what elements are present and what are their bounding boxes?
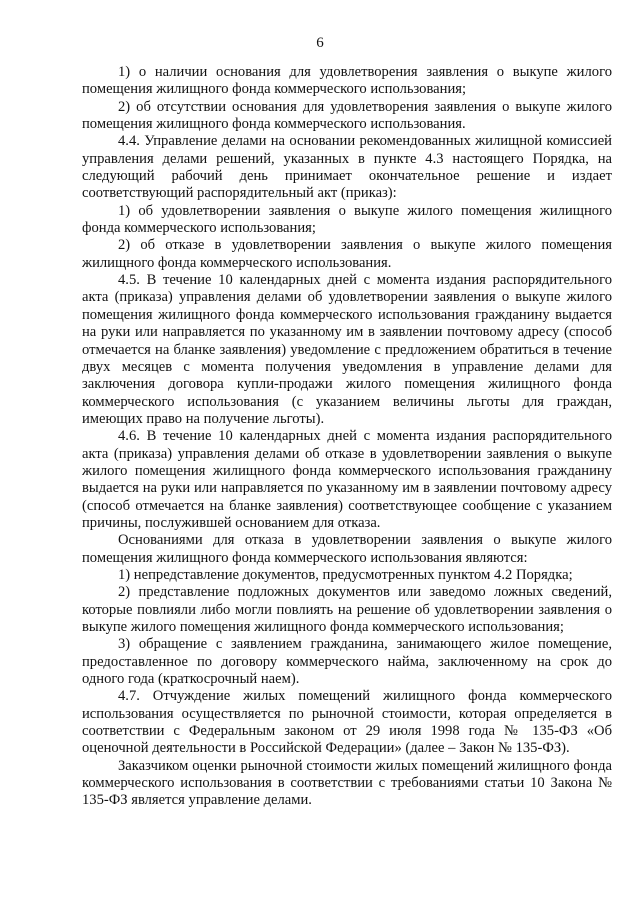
paragraph-4-6: 4.6. В течение 10 календарных дней с момента издания распорядительного акта (приказа) управления делами об отказе в удовлетворении заявления о выкупе жилого помещения жилищного фонда коммерческого использования гражданину выдается на руки или направляется по указанному им в заявлении почтовому адресу (способ отмечается на бланке заявления) соответствующее сообщение с указанием причины, послужившей основанием для отказа. — [82, 428, 612, 531]
paragraph-4-4: 4.4. Управление делами на основании рекомендованных жилищной комиссией управления делами решений, указанных в пункте 4.3 настоящего Порядка, на следующий рабочий день принимает окончательное решение и издает соответствующий распорядительный акт (приказ): — [82, 133, 612, 202]
paragraph-item-2: 2) об отсутствии основания для удовлетворения заявления о выкупе жилого помещения жилищного фонда коммерческого использования. — [82, 98, 612, 133]
paragraph-4-5: 4.5. В течение 10 календарных дней с момента издания распорядительного акта (приказа) управления делами об удовлетворении заявления о выкупе жилого помещения жилищного фонда коммерческого использования гражданину выдается на руки или направляется по указанному им в заявлении почтовому адресу (способ отмечается на бланке заявления) уведомление с предложением обратиться в течение двух месяцев с момента получения уведомления в управление делами для заключения договора купли-продажи жилого помещения жилищного фонда коммерческого использования (с указанием величины льготы для граждан, имеющих право на получение льготы). — [82, 272, 612, 427]
document-body — [82, 64, 612, 810]
paragraph-ground-2: 2) представление подложных документов или заведомо ложных сведений, которые повлияли либо могли повлиять на решение об удовлетворении заявления о выкупе жилого помещения жилищного фонда коммерческого использования; — [82, 584, 612, 635]
page-number: 6 — [316, 35, 324, 51]
paragraph-item-2-refusal: 2) об отказе в удовлетворении заявления о выкупе жилого помещения жилищного фонда коммерческого использования. — [82, 237, 612, 271]
paragraph-ground-3: 3) обращение с заявлением гражданина, занимающего жилое помещение, предоставленное по договору коммерческого найма, заключенному на срок до одного года (краткосрочный наем). — [82, 636, 612, 688]
paragraph-refusal-grounds: Основаниями для отказа в удовлетворении заявления о выкупе жилого помещения жилищного фонда коммерческого использования являются: — [82, 532, 612, 566]
paragraph-item-1: 1) о наличии основания для удовлетворения заявления о выкупе жилого помещения жилищного фонда коммерческого использования; — [82, 64, 612, 98]
paragraph-ground-1: 1) непредставление документов, предусмотренных пунктом 4.2 Порядка; — [118, 566, 573, 583]
paragraph-valuation-customer: Заказчиком оценки рыночной стоимости жилых помещений жилищного фонда коммерческого использования в соответствии с требованиями статьи 10 Закона № 135-ФЗ является управление делами. — [82, 757, 612, 809]
paragraph-item-1-approval: 1) об удовлетворении заявления о выкупе жилого помещения жилищного фонда коммерческого использования; — [82, 202, 612, 237]
paragraph-4-7: 4.7. Отчуждение жилых помещений жилищного фонда коммерческого использования осуществляется по рыночной стоимости, которая определяется в соответствии с Федеральным законом от 29 июля 1998 года № 135-ФЗ «Об оценочной деятельности в Российской Федерации» (далее – Закон № 135-ФЗ). — [82, 688, 612, 757]
